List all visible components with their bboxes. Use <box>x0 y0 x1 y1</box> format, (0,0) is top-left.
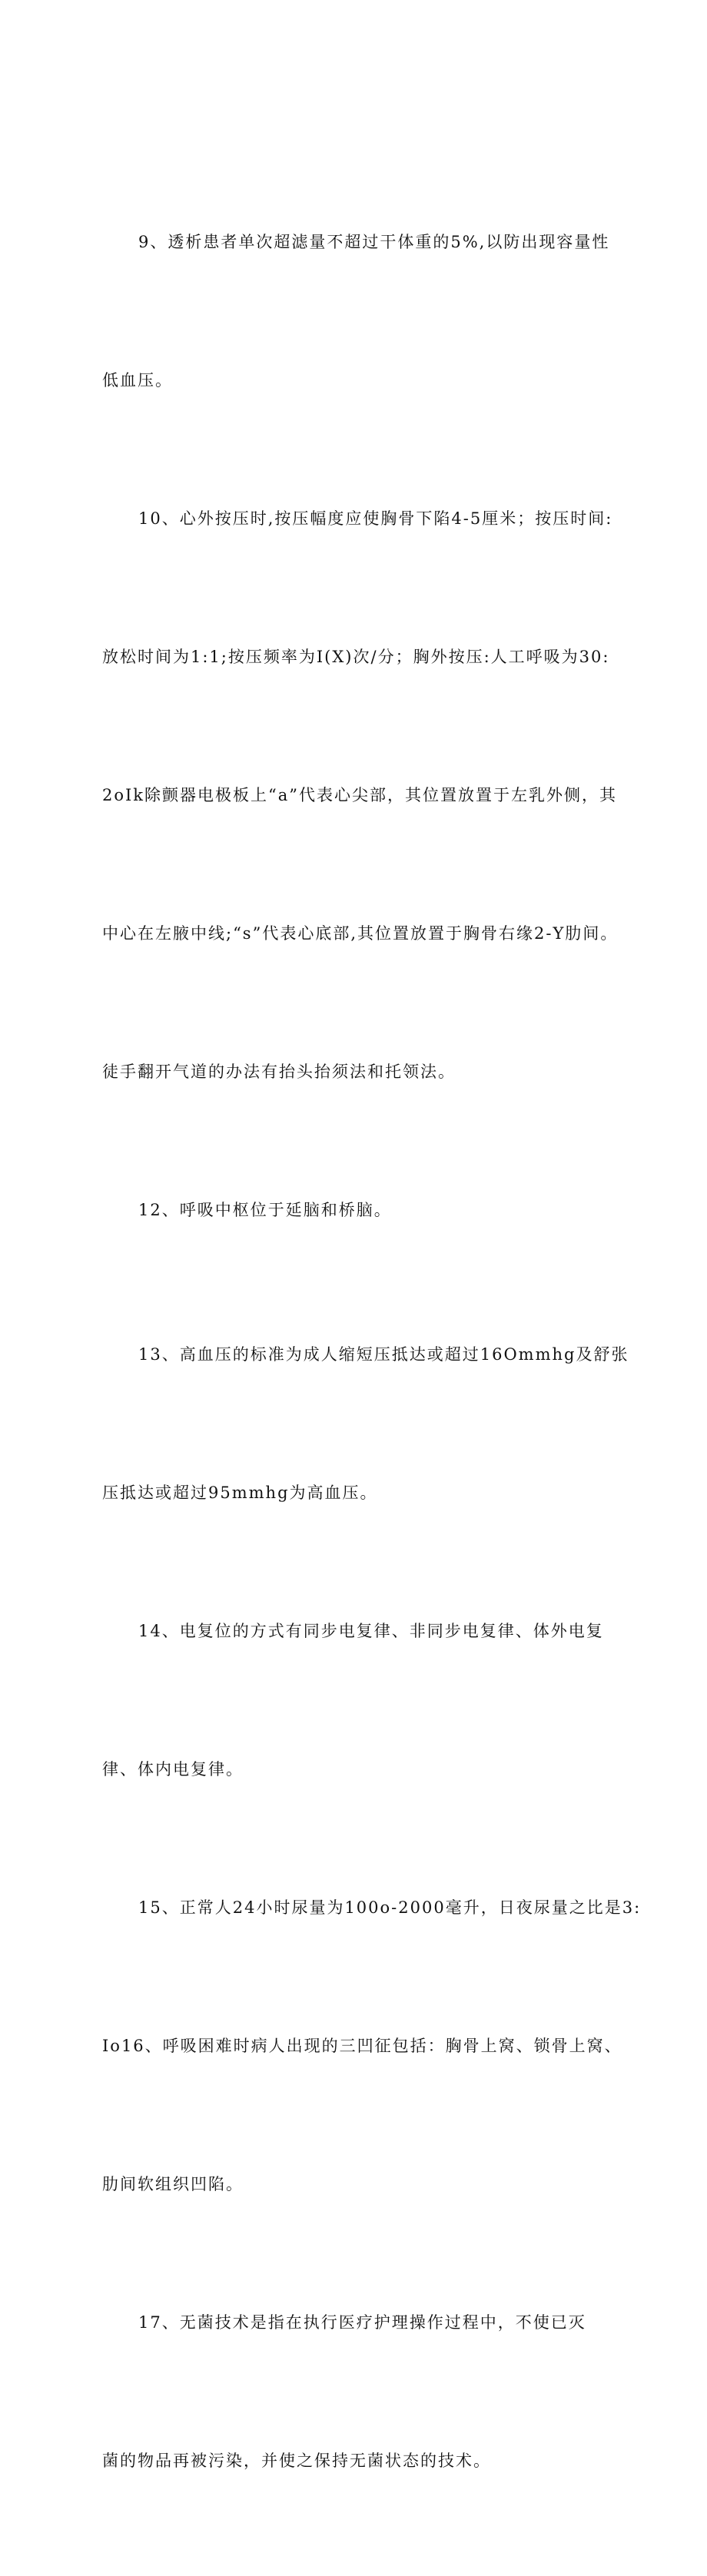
text-line: 17、无菌技术是指在执行医疗护理操作过程中，不使已灭 <box>138 2313 586 2332</box>
text-line: 12、呼吸中枢位于延脑和桥脑。 <box>138 1201 392 1219</box>
text-line: 中心在左腋中线;“s”代表心底部,其位置放置于胸骨右缘2-Y肋间。 <box>102 924 619 943</box>
text-line: 肋间软组织凹陷。 <box>102 2175 244 2193</box>
text-line: 14、电复位的方式有同步电复律、非同步电复律、体外电复 <box>138 1622 604 1640</box>
document-body <box>102 127 642 2576</box>
text-line: Io16、呼吸困难时病人出现的三凹征包括：胸骨上窝、锁骨上窝、 <box>102 2037 622 2055</box>
text-line: 菌的物品再被污染，并使之保持无菌状态的技术。 <box>102 2452 491 2470</box>
text-line: 低血压。 <box>102 371 173 390</box>
text-line: 压抵达或超过95mmhg为高血压。 <box>102 1484 378 1502</box>
text-line: 15、正常人24小时尿量为100o-2000毫升，日夜尿量之比是3: <box>138 1898 642 1917</box>
text-line: 徒手翻开气道的办法有抬头抬须法和托领法。 <box>102 1063 456 1081</box>
text-line: 9、透析患者单次超滤量不超过干体重的5%,以防出现容量性 <box>138 233 610 251</box>
text-line: 律、体内电复律。 <box>102 1760 244 1779</box>
text-line: 10、心外按压时,按压幅度应使胸骨下陷4-5厘米；按压时间: <box>138 509 613 528</box>
text-line: 2oIk除颤器电极板上“a”代表心尖部，其位置放置于左乳外侧，其 <box>102 786 618 804</box>
text-line: 放松时间为1:1;按压频率为I(X)次/分；胸外按压:人工呼吸为30: <box>102 648 610 666</box>
text-line: 13、高血压的标准为成人缩短压抵达或超过16Ommhg及舒张 <box>138 1345 629 1364</box>
